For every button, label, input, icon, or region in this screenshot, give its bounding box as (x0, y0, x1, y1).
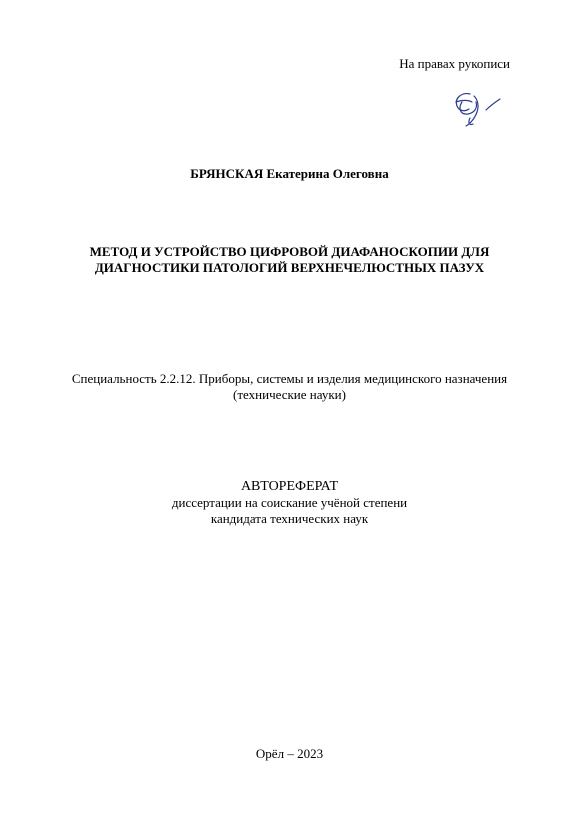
author-name: БРЯНСКАЯ Екатерина Олеговна (190, 166, 389, 181)
signature-icon (448, 82, 516, 132)
specialty-line-1: Специальность 2.2.12. Приборы, системы и изделия медицинского назначения (71, 371, 508, 386)
specialty-line-2: (технические науки) (233, 387, 346, 402)
abstract-block (0, 478, 579, 527)
abstract-line-1: диссертации на соискание учёной степени (171, 495, 408, 510)
dissertation-title (60, 244, 519, 276)
manuscript-note: На правах рукописи (399, 56, 510, 71)
title-line-2: ДИАГНОСТИКИ ПАТОЛОГИЙ ВЕРХНЕЧЕЛЮСТНЫХ ПАЗУХ (94, 260, 485, 275)
abstract-line-2: кандидата технических наук (210, 511, 369, 526)
specialty-block (30, 371, 549, 403)
abstract-heading: АВТОРЕФЕРАТ (240, 479, 339, 494)
city-year: Орёл – 2023 (255, 746, 324, 761)
title-line-1: МЕТОД И УСТРОЙСТВО ЦИФРОВОЙ ДИАФАНОСКОПИИ ДЛЯ (89, 244, 490, 259)
